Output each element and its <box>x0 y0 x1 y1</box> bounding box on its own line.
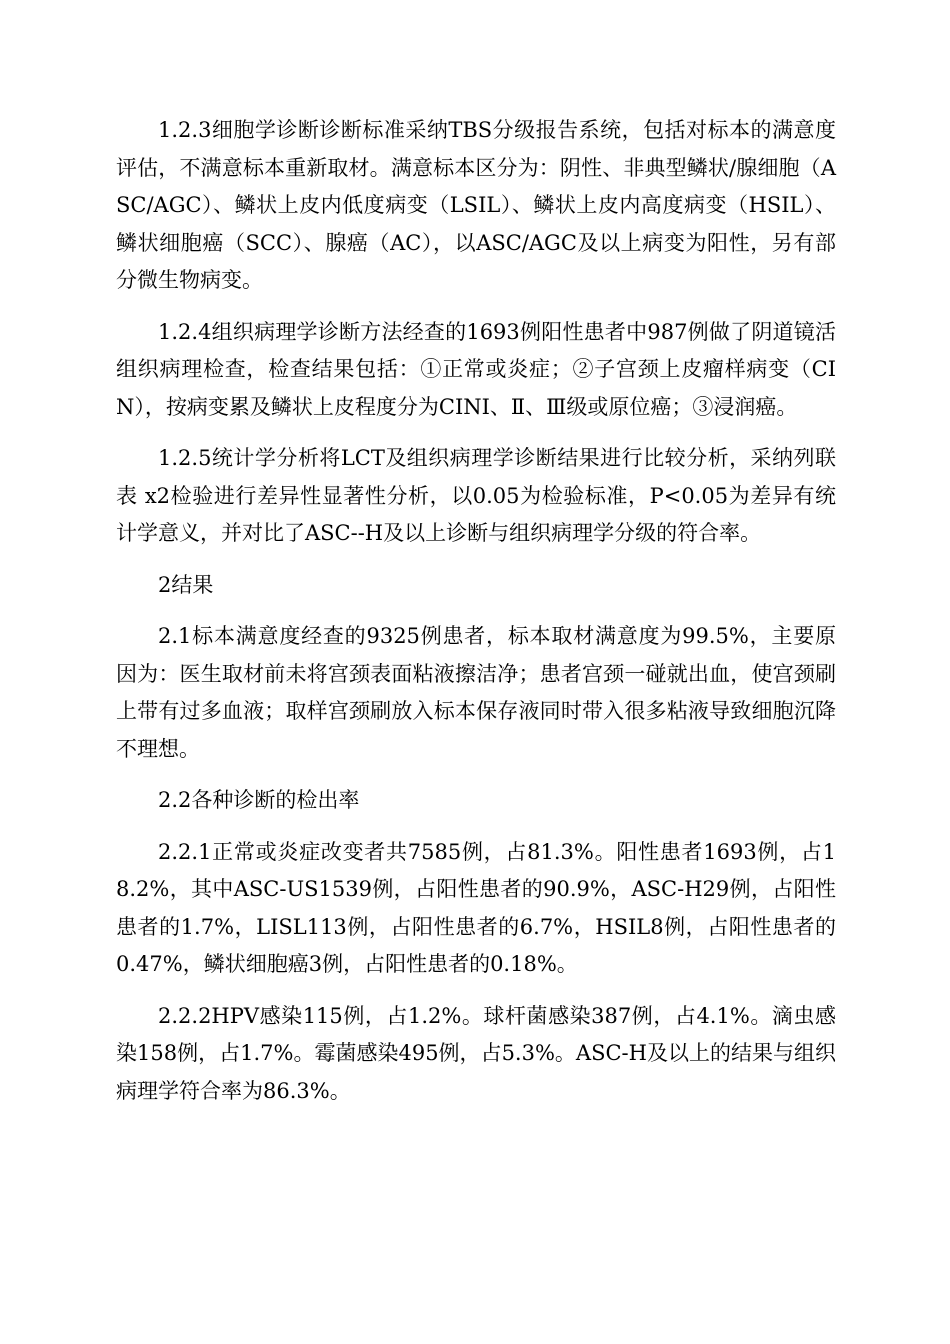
paragraph-1-2-3: 1.2.3细胞学诊断诊断标准采纳TBS分级报告系统，包括对标本的满意度评估，不满意标本重新取材。满意标本区分为：阴性、非典型鳞状/腺细胞（ASC/AGC）、鳞状上皮内低度病变（LSIL）、鳞状上皮内高度病变（HSIL）、鳞状细胞癌（SCC）、腺癌（AC），以ASC/AGC及以上病变为阳性，另有部分微生物病变。 <box>116 118 836 292</box>
section-heading-results: 2结果 <box>158 572 214 597</box>
paragraph-2-1: 2.1标本满意度经查的9325例患者，标本取材满意度为99.5%，主要原因为：医生取材前未将宫颈表面粘液擦洁净；患者宫颈一碰就出血，使宫颈刷上带有过多血液；取样宫颈刷放入标本保存液同时带入很多粘液导致细胞沉降不理想。 <box>116 624 836 761</box>
subsection-heading-2-2: 2.2各种诊断的检出率 <box>158 788 360 812</box>
paragraph-2-2-2: 2.2.2HPV感染115例，占1.2%。球杆菌感染387例，占4.1%。滴虫感染158例，占1.7%。霉菌感染495例，占5.3%。ASC-H及以上的结果与组织病理学符合率为86.3%。 <box>116 1003 836 1103</box>
paragraph-1-2-5: 1.2.5统计学分析将LCT及组织病理学诊断结果进行比较分析，采纳列联表 x2检验进行差异性显著性分析，以0.05为检验标准，P<0.05为差异有统计学意义，并对比了ASC--H及以上诊断与组织病理学分级的符合率。 <box>116 446 836 545</box>
paragraph-2-2-1: 2.2.1正常或炎症改变者共7585例，占81.3%。阳性患者1693例，占18.2%，其中ASC-US1539例，占阳性患者的90.9%，ASC-H29例，占阳性患者的1.7%，LISL113例，占阳性患者的6.7%，HSIL8例，占阳性患者的0.47%，鳞状细胞癌3例，占阳性患者的0.18%。 <box>116 839 836 976</box>
document-page <box>116 112 836 1124</box>
paragraph-1-2-4: 1.2.4组织病理学诊断方法经查的1693例阳性患者中987例做了阴道镜活组织病理检查，检查结果包括：①正常或炎症；②子宫颈上皮瘤样病变（CIN），按病变累及鳞状上皮程度分为CINⅠ、Ⅱ、Ⅲ级或原位癌；③浸润癌。 <box>116 319 836 419</box>
